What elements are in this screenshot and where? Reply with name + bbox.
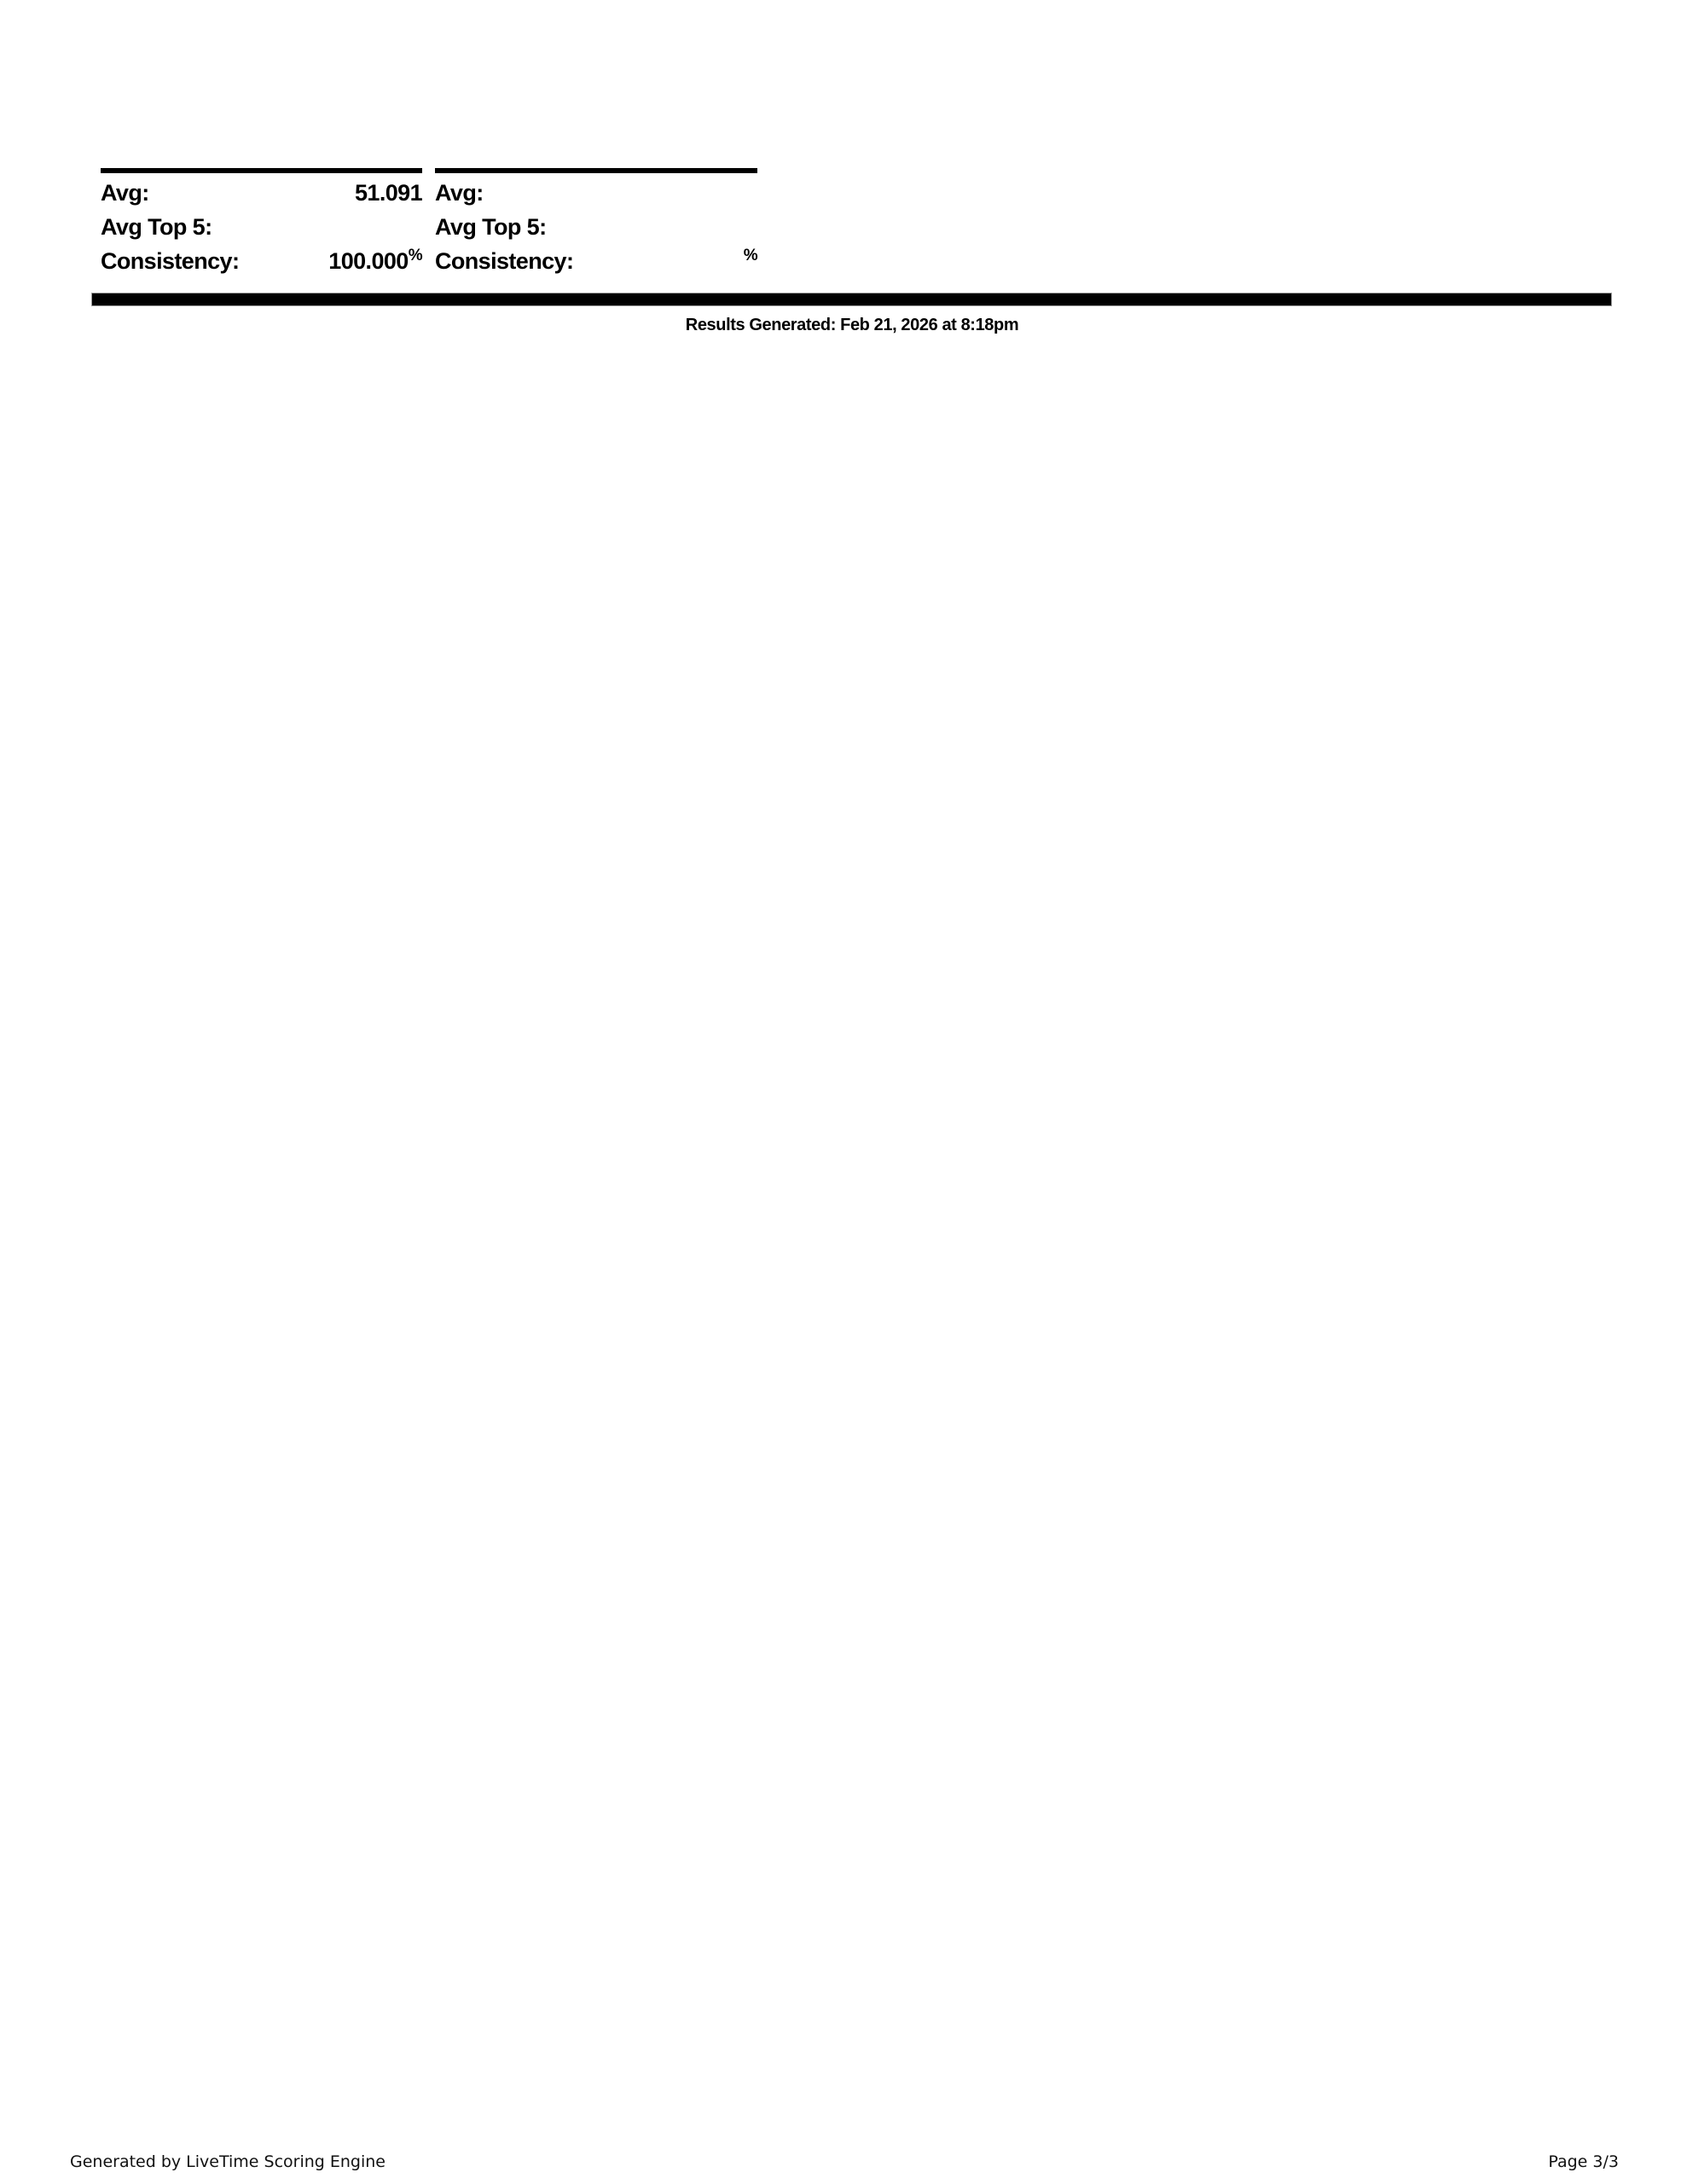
stat-number: 100.000 xyxy=(328,248,409,274)
stat-row-avg xyxy=(435,176,757,210)
stat-row-avg-top5 xyxy=(101,210,422,244)
results-generated-note: Results Generated: Feb 21, 2026 at 8:18pm xyxy=(685,316,1019,334)
stat-label-consistency: Consistency: xyxy=(101,248,240,274)
stat-row-consistency xyxy=(435,244,757,278)
stat-value-consistency xyxy=(328,244,422,282)
stat-row-avg xyxy=(101,176,422,210)
footer-generator-credit: Generated by LiveTime Scoring Engine xyxy=(70,2152,386,2171)
footer-page-number: Page 3/3 xyxy=(1548,2152,1619,2171)
stat-value-consistency xyxy=(744,244,757,282)
stat-label-avg-top5: Avg Top 5: xyxy=(101,214,212,240)
stat-row-avg-top5 xyxy=(435,210,757,244)
stat-value-avg xyxy=(355,176,422,213)
section-divider xyxy=(91,293,1612,306)
stat-label-avg: Avg: xyxy=(101,180,149,206)
stat-label-avg: Avg: xyxy=(435,180,484,206)
summary-table-left xyxy=(101,168,422,278)
stat-row-consistency xyxy=(101,244,422,278)
percent-superscript: % xyxy=(408,246,422,264)
percent-superscript: % xyxy=(743,246,757,264)
stat-label-consistency: Consistency: xyxy=(435,248,574,274)
stat-label-avg-top5: Avg Top 5: xyxy=(435,214,547,240)
page-footer xyxy=(70,2152,1619,2171)
stat-number: 51.091 xyxy=(355,180,422,206)
summary-table-right xyxy=(435,168,757,278)
